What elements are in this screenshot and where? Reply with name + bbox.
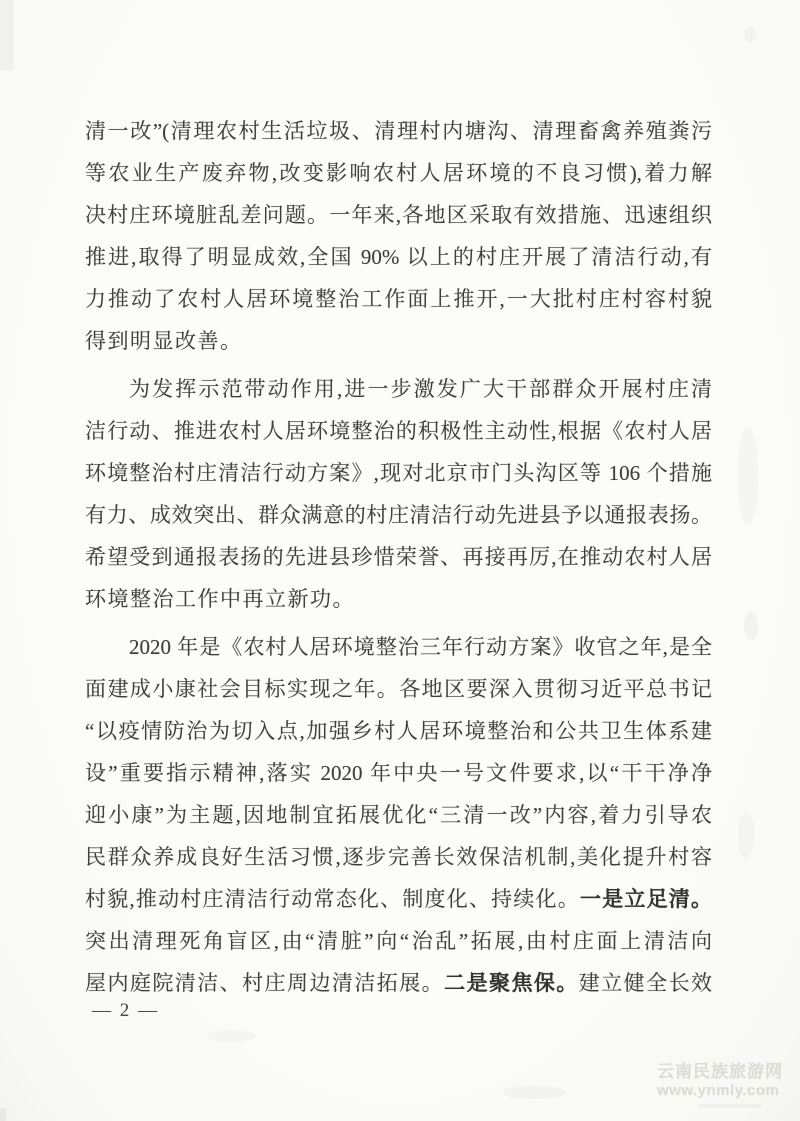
text-line	[85, 278, 712, 320]
text-line	[85, 752, 712, 794]
text-segment: 有力、成效突出、群众满意的村庄清洁行动先进县予以通报表扬。	[85, 503, 712, 527]
text-segment: 突出清理死角盲区,由“清脏”向“治乱”拓展,由村庄面上清洁向	[85, 929, 712, 953]
text-segment: 希望受到通报表扬的先进县珍惜荣誉、再接再厉,在推动农村人居	[85, 545, 712, 569]
text-segment: 民群众养成良好生活习惯,逐步完善长效保洁机制,美化提升村容	[85, 845, 712, 869]
text-segment: 屋内庭院清洁、村庄周边清洁拓展。	[85, 971, 445, 995]
paragraph	[85, 110, 712, 362]
emphasis-text: 二是聚焦保。	[444, 971, 579, 995]
scan-artifact	[503, 1086, 565, 1099]
scan-artifact	[744, 26, 756, 42]
text-line	[85, 452, 712, 494]
text-segment: 设”重要指示精神,落实 2020 年中央一号文件要求,以“干干净净	[85, 761, 712, 785]
text-line	[85, 794, 712, 836]
document-body	[85, 110, 712, 1010]
text-line	[85, 536, 712, 578]
page-number: — 2 —	[92, 1000, 159, 1021]
text-line	[85, 836, 712, 878]
text-line	[85, 878, 712, 920]
text-segment: 环境整治村庄清洁行动方案》,现对北京市门头沟区等 106 个措施	[85, 461, 712, 485]
text-line	[85, 194, 712, 236]
text-line	[85, 236, 712, 278]
text-line	[85, 710, 712, 752]
text-segment: 清一改”(清理农村生活垃圾、清理村内塘沟、清理畜禽养殖粪污	[85, 119, 712, 143]
text-segment: 2020 年是《农村人居环境整治三年行动方案》收官之年,是全	[129, 635, 712, 659]
watermark	[657, 1062, 799, 1100]
text-line	[85, 410, 712, 452]
text-segment: 等农业生产废弃物,改变影响农村人居环境的不良习惯),着力解	[85, 161, 712, 185]
text-line	[85, 320, 712, 362]
watermark-site-name: 云南民族旅游网	[657, 1062, 783, 1081]
text-segment: 洁行动、推进农村人居环境整治的积极性主动性,根据《农村人居	[85, 419, 712, 443]
text-segment: 决村庄环境脏乱差问题。一年来,各地区采取有效措施、迅速组织	[85, 203, 712, 227]
watermark-site-url: www.ynmly.com	[657, 1082, 780, 1099]
scan-artifact	[744, 612, 758, 640]
text-segment: 为发挥示范带动作用,进一步激发广大干部群众开展村庄清	[129, 377, 712, 401]
text-segment: 得到明显改善。	[85, 329, 243, 353]
text-line	[85, 368, 712, 410]
text-line	[85, 494, 712, 536]
scan-artifact	[206, 1030, 256, 1042]
text-segment: 建立健全长效	[578, 971, 712, 995]
text-line	[85, 962, 712, 1004]
scan-artifact	[738, 428, 758, 524]
emphasis-text: 一是立足清。	[579, 887, 712, 911]
scan-artifact	[0, 0, 14, 70]
text-segment: 面建成小康社会目标实现之年。各地区要深入贯彻习近平总书记	[85, 677, 712, 701]
text-line	[85, 578, 712, 620]
text-segment: “以疫情防治为切入点,加强乡村人居环境整治和公共卫生体系建	[85, 719, 712, 743]
scan-artifact	[0, 1108, 6, 1121]
scan-artifact	[738, 812, 754, 858]
scan-artifact	[698, 1104, 762, 1108]
text-segment: 环境整治工作中再立新功。	[85, 587, 355, 611]
text-segment: 力推动了农村人居环境整治工作面上推开,一大批村庄村容村貌	[85, 287, 712, 311]
paragraph	[85, 626, 712, 1004]
text-segment: 推进,取得了明显成效,全国 90% 以上的村庄开展了清洁行动,有	[85, 245, 712, 269]
text-line	[85, 152, 712, 194]
text-segment: 村貌,推动村庄清洁行动常态化、制度化、持续化。	[85, 887, 580, 911]
text-line	[85, 668, 712, 710]
text-line	[85, 626, 712, 668]
text-line	[85, 110, 712, 152]
text-line	[85, 920, 712, 962]
text-segment: 迎小康”为主题,因地制宜拓展优化“三清一改”内容,着力引导农	[85, 803, 712, 827]
paragraph	[85, 368, 712, 620]
